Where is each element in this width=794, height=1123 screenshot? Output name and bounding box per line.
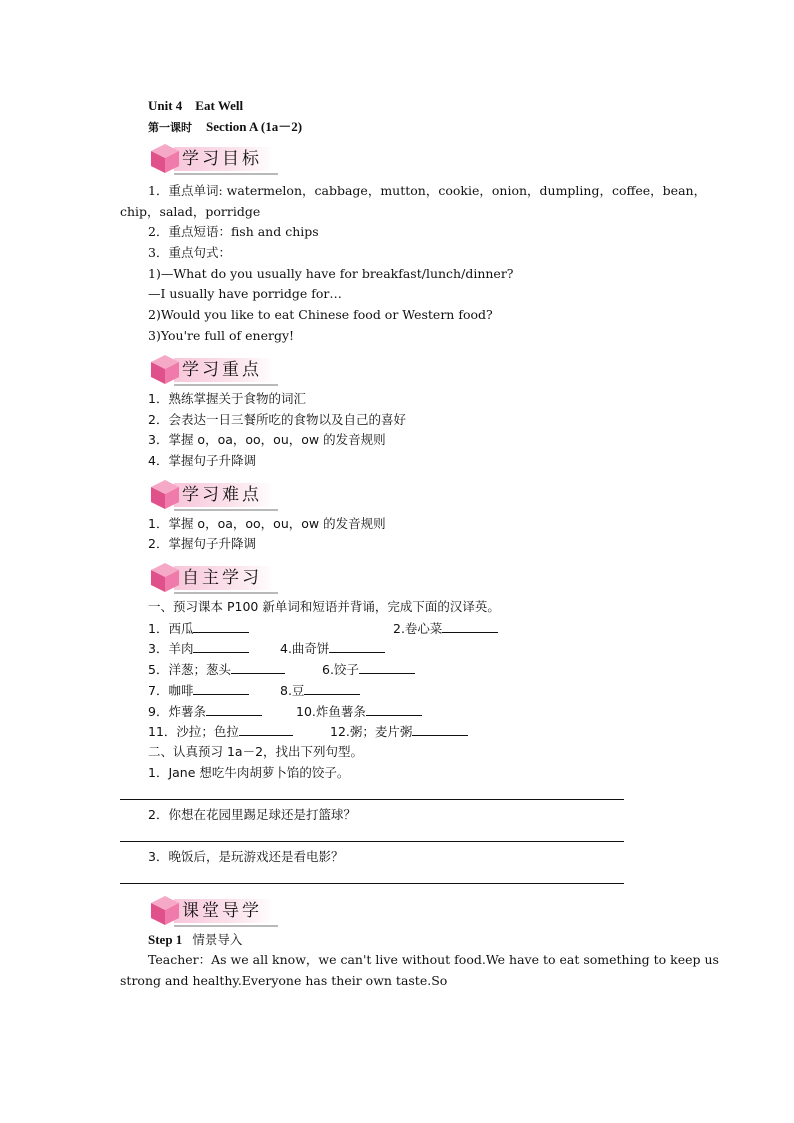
key-point-1: 1．熟练掌握关于食物的词汇 [148,391,306,406]
banner-difficulties [148,477,278,511]
vocab-prompt: 1．西瓜 [148,621,194,636]
self-study-part1-title: 一、预习课本 P100 新单词和短语并背诵，完成下面的汉译英。 [148,599,500,614]
step-title: 情景导入 [192,932,243,947]
answer-blank[interactable] [412,722,468,736]
answer-line[interactable] [120,883,624,884]
answer-blank[interactable] [442,619,498,633]
vocab-item [393,619,498,638]
banner-title: 课堂导学 [182,901,262,921]
vocab-prompt: 9．炸薯条 [148,704,206,719]
vocab-item [280,639,385,658]
vocab-item [148,660,285,679]
answer-blank[interactable] [193,681,249,695]
translation-question-1: 1．Jane 想吃牛肉胡萝卜馅的饺子。 [148,765,350,780]
lesson-label: 第一课时 [148,121,192,134]
answer-blank[interactable] [231,660,285,674]
objectives-sentences-title: 3．重点句式： [148,245,231,260]
objectives-sentence-2: 2)Would you like to eat Chinese food or Western food? [148,307,493,322]
banner-objectives [148,141,278,175]
answer-blank[interactable] [359,660,415,674]
answer-line[interactable] [120,841,624,842]
banner-self-study [148,560,278,594]
section-heading [148,118,302,137]
banner-title: 学习重点 [182,360,262,380]
vocab-prompt: 3．羊肉 [148,641,194,656]
answer-blank[interactable] [206,702,262,716]
key-point-4: 4．掌握句子升降调 [148,453,256,468]
step-label: Step 1 [148,932,183,947]
translation-question-2: 2．你想在花园里踢足球还是打篮球？ [148,807,356,822]
difficulty-1: 1．掌握 o，oa，oo，ou，ow 的发音规则 [148,516,386,531]
banner-classroom [148,893,278,927]
difficulty-2: 2．掌握句子升降调 [148,536,256,551]
cube-icon [148,893,182,927]
cube-icon [148,352,182,386]
answer-blank[interactable] [304,681,360,695]
answer-blank[interactable] [239,722,293,736]
answer-blank[interactable] [366,702,422,716]
teacher-line-2: strong and healthy.Everyone has their own taste.So [120,973,448,988]
translation-question-3: 3．晚饭后，是玩游戏还是看电影？ [148,849,344,864]
vocab-prompt: 8.豆 [280,683,305,698]
vocab-prompt: 6.饺子 [322,662,359,677]
banner-title: 学习难点 [182,485,262,505]
key-point-3: 3．掌握 o，oa，oo，ou，ow 的发音规则 [148,432,386,447]
vocab-prompt: 5．洋葱；葱头 [148,662,231,677]
banner-key-points [148,352,278,386]
objectives-sentence-1: 1)—What do you usually have for breakfast/lunch/dinner? [148,266,514,281]
vocab-prompt: 11．沙拉；色拉 [148,724,239,739]
vocab-item [148,681,249,700]
banner-title: 自主学习 [182,568,262,588]
answer-blank[interactable] [193,619,249,633]
objectives-words-line2: chip，salad，porridge [120,204,261,219]
vocab-item [280,681,360,700]
unit-title: Unit 4 Eat Well [148,98,244,113]
answer-blank[interactable] [193,639,249,653]
vocab-item [148,639,249,658]
vocab-item [322,660,415,679]
vocab-item [296,702,422,721]
teacher-line-1: Teacher：As we all know，we can't live without food.We have to eat something to keep us [148,952,719,967]
vocab-prompt: 10.炸鱼薯条 [296,704,366,719]
key-point-2: 2．会表达一日三餐所吃的食物以及自己的喜好 [148,412,406,427]
banner-title: 学习目标 [182,149,262,169]
vocab-prompt: 4.曲奇饼 [280,641,330,656]
vocab-prompt: 2.卷心菜 [393,621,443,636]
self-study-part2-title: 二、认真预习 1a－2，找出下列句型。 [148,744,364,759]
vocab-item [148,619,249,638]
vocab-prompt: 12.粥；麦片粥 [330,724,413,739]
answer-line[interactable] [120,799,624,800]
vocab-prompt: 7．咖啡 [148,683,194,698]
objectives-sentence-1b: —I usually have porridge for… [148,286,342,301]
vocab-item [148,722,293,741]
objectives-sentence-3: 3)You're full of energy! [148,328,295,343]
step-heading [148,931,242,949]
cube-icon [148,477,182,511]
objectives-words-line1: 1．重点单词: watermelon，cabbage，mutton，cookie，onion，dumpling，coffee，bean， [148,183,707,198]
vocab-item [330,722,468,741]
vocab-item [148,702,262,721]
cube-icon [148,560,182,594]
objectives-phrases: 2．重点短语：fish and chips [148,224,319,239]
cube-icon [148,141,182,175]
answer-blank[interactable] [329,639,385,653]
section-label: Section A (1a－2) [206,119,303,134]
